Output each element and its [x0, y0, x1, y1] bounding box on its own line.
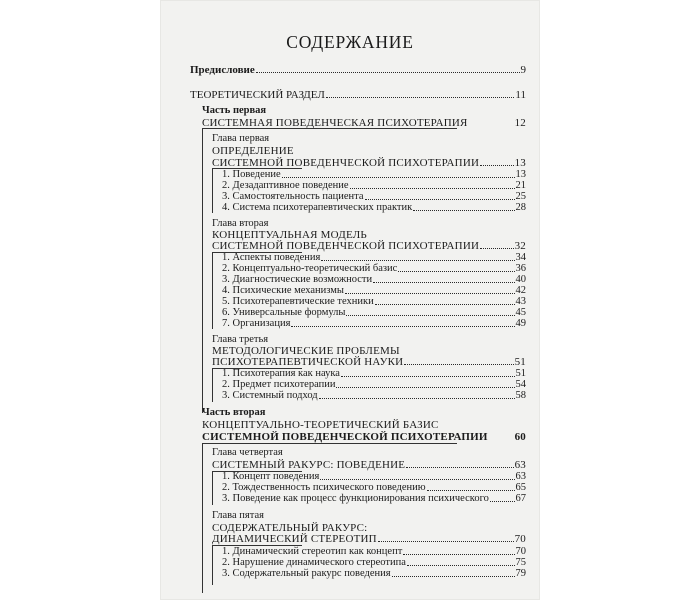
dot-leader [373, 282, 514, 283]
item-page: 58 [515, 390, 526, 401]
dot-leader [341, 376, 515, 377]
entry-label: СИСТЕМНОЙ ПОВЕДЕНЧЕСКОЙ ПСИХОТЕРАПИИ [212, 240, 480, 252]
page-title: СОДЕРЖАНИЕ [286, 32, 414, 52]
item-label: 3. Системный подход [222, 390, 318, 401]
dot-leader [326, 97, 515, 98]
toc-item [222, 318, 526, 330]
item-page: 36 [515, 263, 526, 274]
dot-leader [378, 541, 514, 542]
item-label: 3. Содержательный ракурс поведения [222, 568, 391, 579]
item-page: 28 [515, 202, 526, 213]
chapter-bracket [212, 168, 213, 213]
item-page: 45 [515, 307, 526, 318]
item-label: 4. Система психотерапевтических практик [222, 202, 413, 213]
ch5-title-line1: СОДЕРЖАТЕЛЬНЫЙ РАКУРС: [212, 522, 368, 534]
ch3-title-line1: МЕТОДОЛОГИЧЕСКИЕ ПРОБЛЕМЫ [212, 345, 400, 357]
dot-leader [345, 293, 515, 294]
entry-page: 11 [515, 89, 526, 101]
item-page: 63 [515, 471, 526, 482]
toc-entry-part2 [202, 431, 526, 443]
ch5-heading: Глава пятая [212, 510, 264, 521]
item-label: 3. Диагностические возможности [222, 274, 373, 285]
item-label: 4. Психические механизмы [222, 285, 344, 296]
section-bracket [202, 443, 203, 593]
dot-leader [319, 398, 515, 399]
dot-leader [427, 490, 515, 491]
chapter-bracket [212, 368, 213, 402]
section-bracket [202, 128, 203, 413]
chapter-bracket [212, 471, 213, 505]
entry-label: СИСТЕМНОЙ ПОВЕДЕНЧЕСКОЙ ПСИХОТЕРАПИИ [202, 431, 488, 443]
entry-label: Предисловие [190, 64, 255, 76]
divider [202, 443, 457, 444]
entry-page: 70 [514, 533, 526, 545]
item-page: 54 [515, 379, 526, 390]
dot-leader [407, 565, 515, 566]
entry-label: СИСТЕМНОЙ ПОВЕДЕНЧЕСКОЙ ПСИХОТЕРАПИИ [212, 157, 480, 169]
item-page: 40 [515, 274, 526, 285]
dot-leader [406, 467, 513, 468]
part2-title-line1: КОНЦЕПТУАЛЬНО-ТЕОРЕТИЧЕСКИЙ БАЗИС [202, 419, 439, 431]
item-page: 13 [515, 169, 526, 180]
entry-page: 51 [514, 356, 526, 368]
item-page: 49 [515, 318, 526, 329]
entry-label: ДИНАМИЧЕСКИЙ СТЕРЕОТИП [212, 533, 377, 545]
dot-leader [392, 576, 515, 577]
item-label: 6. Универсальные формулы [222, 307, 346, 318]
toc-item [222, 390, 526, 402]
dot-leader [336, 387, 514, 388]
entry-page: 60 [514, 431, 526, 443]
entry-page: 9 [520, 64, 526, 76]
ch4-heading: Глава четвертая [212, 447, 283, 458]
item-label: 1. Динамический стереотип как концепт [222, 546, 403, 557]
dot-leader [346, 315, 514, 316]
item-page: 43 [515, 296, 526, 307]
part1-heading: Часть первая [202, 105, 267, 116]
toc-entry-ch5 [212, 533, 526, 545]
entry-page: 32 [514, 240, 526, 252]
item-label: 2. Тождественность психического поведению [222, 482, 426, 493]
dot-leader [403, 554, 514, 555]
item-label: 2. Предмет психотерапии [222, 379, 336, 390]
toc-entry-theory [190, 89, 526, 101]
toc-item [222, 568, 526, 580]
ch3-heading: Глава третья [212, 334, 269, 345]
dot-leader [413, 210, 514, 211]
dot-leader [350, 188, 515, 189]
item-page: 42 [515, 285, 526, 296]
item-label: 3. Самостоятельность пациента [222, 191, 364, 202]
item-page: 79 [515, 568, 526, 579]
entry-label: ПСИХОТЕРАПЕВТИЧЕСКОЙ НАУКИ [212, 356, 404, 368]
item-page: 34 [515, 252, 526, 263]
dot-leader [480, 165, 513, 166]
ch1-title-line1: ОПРЕДЕЛЕНИЕ [212, 145, 294, 157]
toc-entry-ch4 [212, 459, 526, 471]
toc-entry-ch2 [212, 240, 526, 252]
ch1-heading: Глава первая [212, 133, 270, 144]
ch2-title-line1: КОНЦЕПТУАЛЬНАЯ МОДЕЛЬ [212, 229, 367, 241]
item-page: 65 [515, 482, 526, 493]
item-page: 67 [515, 493, 526, 504]
item-page: 70 [515, 546, 526, 557]
item-label: 7. Организация [222, 318, 291, 329]
dot-leader [282, 177, 515, 178]
entry-label: СИСТЕМНЫЙ РАКУРС: ПОВЕДЕНИЕ [212, 459, 406, 471]
dot-leader [480, 248, 513, 249]
item-label: 1. Аспекты поведения [222, 252, 321, 263]
dot-leader [375, 304, 515, 305]
toc-entry-preface [190, 64, 526, 76]
item-label: 5. Психотерапевтические техники [222, 296, 374, 307]
item-page: 21 [515, 180, 526, 191]
toc-entry-ch3 [212, 356, 526, 368]
entry-label: СИСТЕМНАЯ ПОВЕДЕНЧЕСКАЯ ПСИХОТЕРАПИЯ [202, 117, 468, 129]
chapter-bracket [212, 252, 213, 329]
dot-leader [365, 199, 515, 200]
item-label: 2. Концептуально-теоретический базис [222, 263, 398, 274]
entry-page: 13 [514, 157, 526, 169]
dot-leader [256, 72, 520, 73]
item-label: 3. Поведение как процесс функционирования психического [222, 493, 489, 504]
item-page: 75 [515, 557, 526, 568]
dot-leader [321, 260, 514, 261]
part2-heading: Часть вторая [202, 407, 266, 418]
item-label: 2. Дезадаптивное поведение [222, 180, 349, 191]
entry-label: ТЕОРЕТИЧЕСКИЙ РАЗДЕЛ [190, 89, 325, 101]
dot-leader [320, 479, 514, 480]
book-page [160, 0, 540, 600]
item-label: 1. Концепт поведения [222, 471, 320, 482]
ch2-heading: Глава вторая [212, 218, 269, 229]
dot-leader [291, 326, 514, 327]
item-label: 2. Нарушение динамического стереотипа [222, 557, 406, 568]
dot-leader [404, 364, 513, 365]
entry-page: 12 [514, 117, 526, 129]
entry-page: 63 [514, 459, 526, 471]
item-page: 51 [515, 368, 526, 379]
toc-item [222, 493, 526, 505]
item-label: 1. Поведение [222, 169, 281, 180]
item-page: 25 [515, 191, 526, 202]
item-label: 1. Психотерапия как наука [222, 368, 340, 379]
chapter-bracket [212, 545, 213, 585]
divider [202, 128, 457, 129]
dot-leader [490, 501, 515, 502]
toc-item [222, 202, 526, 214]
dot-leader [398, 271, 514, 272]
